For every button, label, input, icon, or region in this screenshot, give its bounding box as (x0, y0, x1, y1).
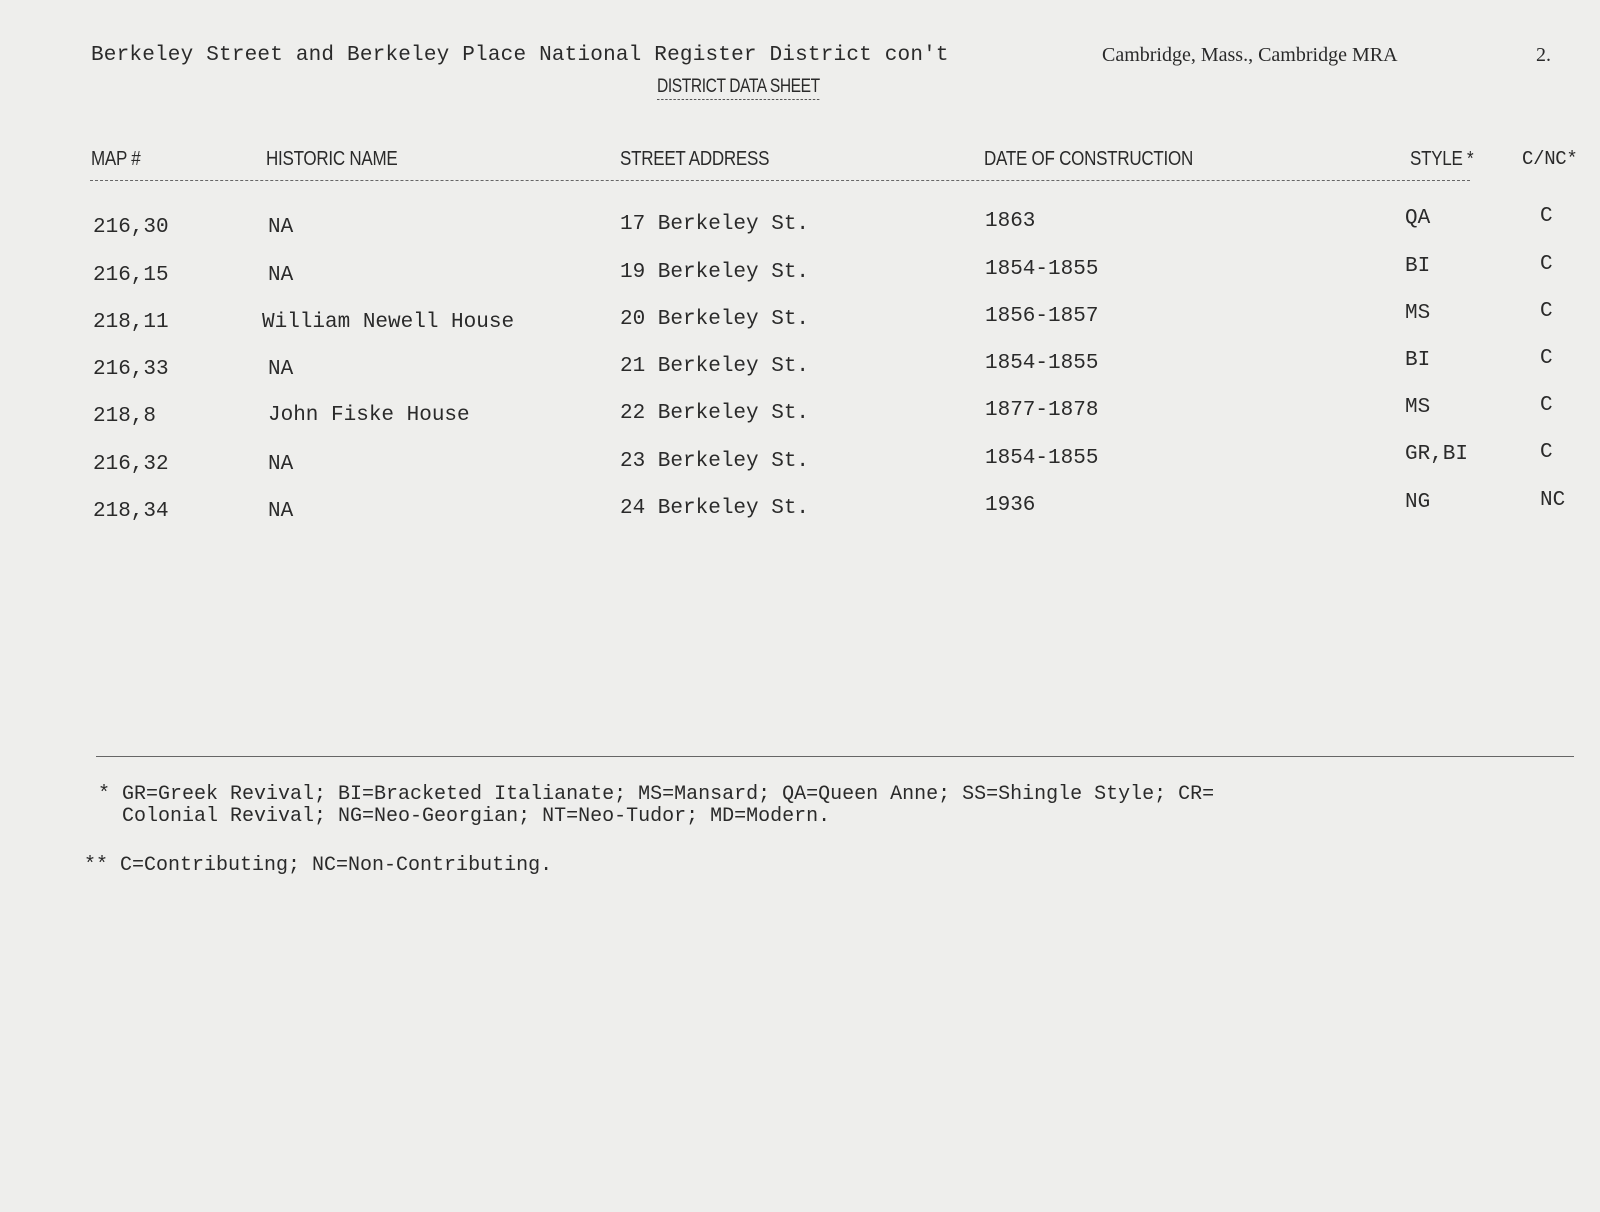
row-4-status: C (1540, 347, 1553, 370)
row-2-name: NA (268, 264, 294, 287)
row-6-date: 1854-1855 (985, 447, 1099, 470)
column-header-status: C/NC* (1522, 148, 1578, 170)
style-key-line-1: * GR=Greek Revival; BI=Bracketed Italianate; MS=Mansard; QA=Queen Anne; SS=Shingle Style; CR= (98, 783, 1215, 806)
row-6-style: GR,BI (1405, 443, 1469, 466)
row-6-address: 23 Berkeley St. (620, 450, 810, 473)
page-number: 2. (1536, 44, 1551, 66)
row-3-name: William Newell House (262, 311, 515, 334)
row-4-name: NA (268, 358, 294, 381)
column-header-style: STYLE * (1410, 148, 1474, 170)
row-6-status: C (1540, 441, 1553, 464)
row-3-status: C (1540, 300, 1553, 323)
row-3-date: 1856-1857 (985, 305, 1099, 328)
header-rule (90, 180, 1470, 181)
row-1-name: NA (268, 216, 294, 239)
row-6-map: 216,32 (93, 453, 169, 476)
style-key-line-2: Colonial Revival; NG=Neo-Georgian; NT=Neo-Tudor; MD=Modern. (98, 805, 831, 828)
row-5-address: 22 Berkeley St. (620, 402, 810, 425)
row-1-date: 1863 (985, 210, 1036, 233)
row-2-address: 19 Berkeley St. (620, 261, 810, 284)
row-5-map: 218,8 (93, 405, 157, 428)
row-1-status: C (1540, 205, 1553, 228)
column-header-street-address: STREET ADDRESS (620, 148, 770, 170)
column-header-map: MAP # (91, 148, 141, 170)
row-4-style: BI (1405, 349, 1431, 372)
status-key: ** C=Contributing; NC=Non-Contributing. (84, 854, 553, 877)
row-1-map: 216,30 (93, 216, 169, 239)
row-6-name: NA (268, 453, 294, 476)
row-7-name: NA (268, 500, 294, 523)
row-4-address: 21 Berkeley St. (620, 355, 810, 378)
row-5-date: 1877-1878 (985, 399, 1099, 422)
row-7-map: 218,34 (93, 500, 169, 523)
row-1-style: QA (1405, 207, 1431, 230)
row-7-status: NC (1540, 489, 1566, 512)
footer-rule (96, 756, 1574, 757)
row-2-map: 216,15 (93, 264, 169, 287)
row-2-date: 1854-1855 (985, 258, 1099, 281)
row-3-style: MS (1405, 302, 1431, 325)
column-header-date: DATE OF CONSTRUCTION (984, 148, 1193, 170)
row-2-status: C (1540, 253, 1553, 276)
row-5-style: MS (1405, 396, 1431, 419)
row-4-date: 1854-1855 (985, 352, 1099, 375)
location-label: Cambridge, Mass., Cambridge MRA (1102, 44, 1398, 66)
row-7-date: 1936 (985, 494, 1036, 517)
district-title: Berkeley Street and Berkeley Place National Register District con't (91, 44, 949, 67)
row-5-status: C (1540, 394, 1553, 417)
column-header-historic-name: HISTORIC NAME (266, 148, 398, 170)
sheet-title: DISTRICT DATA SHEET (657, 76, 820, 100)
row-7-address: 24 Berkeley St. (620, 497, 810, 520)
row-2-style: BI (1405, 255, 1431, 278)
row-1-address: 17 Berkeley St. (620, 213, 810, 236)
row-3-address: 20 Berkeley St. (620, 308, 810, 331)
row-5-name: John Fiske House (268, 404, 470, 427)
row-7-style: NG (1405, 491, 1431, 514)
row-3-map: 218,11 (93, 311, 169, 334)
row-4-map: 216,33 (93, 358, 169, 381)
